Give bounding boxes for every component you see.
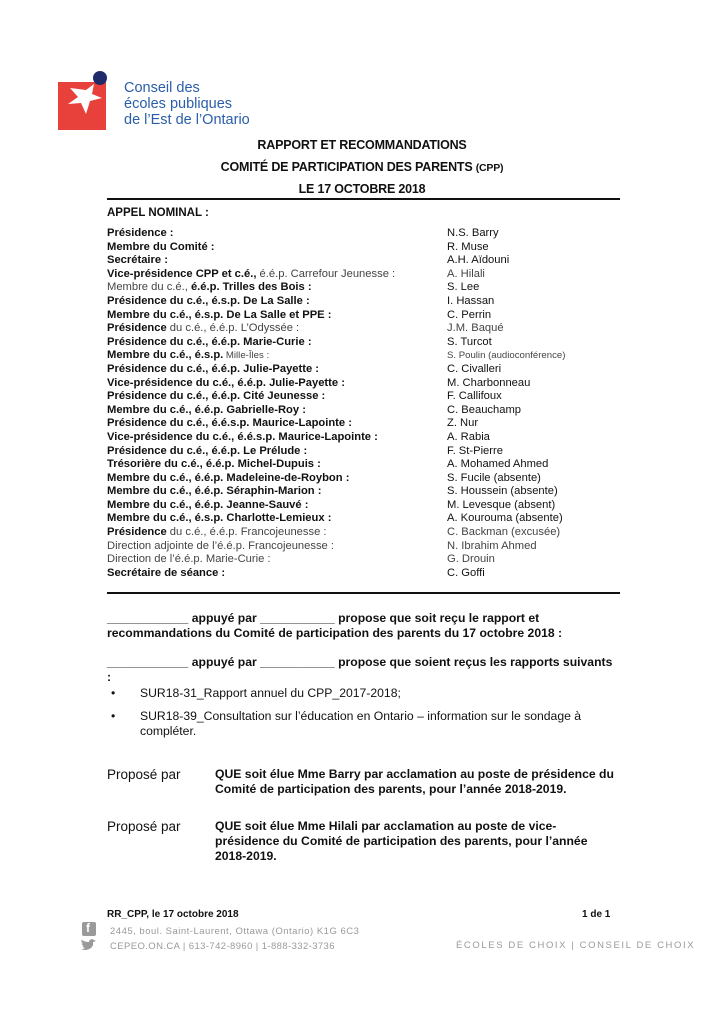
member-name: C. Goffi: [447, 566, 485, 579]
page-number: 1 de 1: [582, 909, 611, 920]
member-name: F. Callifoux: [447, 390, 502, 403]
roll-call-row: [107, 390, 607, 404]
roll-call-row: [107, 295, 607, 309]
roll-call-row: [107, 268, 607, 282]
member-name: I. Hassan: [447, 294, 495, 307]
roll-call-row: [107, 567, 607, 581]
member-role: [107, 431, 378, 445]
roll-call-row: [107, 417, 607, 431]
board-tagline: ÉCOLES DE CHOIX | CONSEIL DE CHOIX: [456, 940, 696, 951]
cepeo-logo-text: [124, 80, 250, 128]
report-item-text: SUR18-39_Consultation sur l’éducation en Ontario – information sur le sondage à compléter.: [140, 708, 582, 738]
member-name: G. Drouin: [447, 553, 495, 566]
roll-call-title: APPEL NOMINAL :: [107, 207, 209, 219]
roll-call-row: [107, 499, 607, 513]
member-name: M. Levesque (absent): [447, 498, 556, 511]
roll-call-row: [107, 472, 607, 486]
member-name: A. Mohamed Ahmed: [447, 458, 549, 471]
member-role-part: du c.é., é.é.p. Francojeunesse :: [166, 526, 327, 539]
roll-call-row: [107, 445, 607, 459]
member-name: F. St-Pierre: [447, 444, 503, 457]
member-role-part: Membre du Comité :: [107, 240, 215, 253]
meeting-date: LE 17 OCTOBRE 2018: [298, 182, 426, 196]
member-role: [107, 390, 325, 404]
member-role-part: Trésorière du c.é., é.é.p. Michel-Dupuis :: [107, 458, 321, 471]
member-role-part: Membre du c.é., é.é.p. Séraphin-Marion :: [107, 485, 322, 498]
member-role-part: Direction adjointe de l’é.é.p. Francojeunesse :: [107, 539, 334, 552]
roll-call-row: [107, 241, 607, 255]
member-role-part: Présidence du c.é., é.é.p. Le Prélude :: [107, 444, 308, 457]
member-role-part: Secrétaire de séance :: [107, 566, 226, 579]
committee-main: COMITÉ DE PARTICIPATION DES PARENTS: [220, 160, 473, 174]
member-role-part: Membre du c.é., é.s.p. De La Salle et PPE :: [107, 308, 332, 321]
board-contact: CEPEO.ON.CA | 613-742-8960 | 1-888-332-3736: [110, 941, 335, 952]
member-name: A. Rabia: [447, 430, 490, 443]
member-role-part: é.é.p. Trilles des Bois :: [190, 281, 312, 294]
motion-receive-report: ____________ appuyé par ___________ propose que soit reçu le rapport et recommandations du Comité de participation des parents du 17 octobre 2018 :: [107, 611, 563, 640]
roll-call-row: [107, 377, 607, 391]
member-role-part: Membre du c.é., é.s.p.: [107, 349, 224, 362]
member-role: [107, 553, 271, 567]
member-name: S. Lee: [447, 281, 480, 294]
member-role: [107, 526, 327, 540]
roll-call-row: [107, 281, 607, 295]
roll-call-row: [107, 404, 607, 418]
board-address: 2445, boul. Saint-Laurent, Ottawa (Ontario) K1G 6C3: [110, 926, 360, 937]
committee-title: [0, 160, 724, 174]
member-role: [107, 295, 310, 309]
roll-call-list: [107, 227, 607, 580]
member-role-part: Présidence du c.é., é.é.p. Julie-Payette :: [107, 362, 320, 375]
member-name: S. Poulin (audioconférence): [447, 350, 566, 362]
member-name: C. Backman (excusée): [447, 526, 561, 539]
member-name: S. Turcot: [447, 335, 492, 348]
member-role-part: Membre du c.é., é.é.p. Gabrielle-Roy :: [107, 403, 306, 416]
member-role: [107, 268, 395, 282]
header-divider: [107, 198, 620, 200]
roll-call-row: [107, 363, 607, 377]
document-reference: RR_CPP, le 17 octobre 2018: [107, 909, 239, 920]
member-name: C. Perrin: [447, 308, 492, 321]
member-name: S. Houssein (absente): [447, 485, 558, 498]
member-role: [107, 458, 321, 472]
member-name: M. Charbonneau: [447, 376, 531, 389]
roll-call-row: [107, 512, 607, 526]
roll-call-row: [107, 553, 607, 567]
member-role-part: Membre du c.é., é.é.p. Jeanne-Sauvé :: [107, 498, 309, 511]
member-role: [107, 322, 299, 336]
member-role: [107, 540, 334, 554]
twitter-icon[interactable]: [80, 939, 98, 952]
resolution-president: QUE soit élue Mme Barry par acclamation au poste de présidence du Comité de participation des parents, pour l’année 2018-2019.: [215, 767, 614, 796]
member-role-part: Vice-présidence du c.é., é.é.s.p. Maurice-Lapointe :: [107, 430, 378, 443]
member-role-part: Secrétaire :: [107, 254, 168, 267]
member-role-part: Présidence du c.é., é.é.p. Cité Jeunesse :: [107, 390, 326, 403]
logo-line-3: de l’Est de l’Ontario: [124, 112, 250, 128]
roll-call-row: [107, 349, 607, 363]
member-name: A. Hilali: [447, 267, 485, 280]
member-role: [107, 336, 312, 350]
member-role: [107, 512, 331, 526]
roll-call-row: [107, 336, 607, 350]
cepeo-logo-icon: [56, 70, 116, 132]
roll-call-divider: [107, 592, 620, 594]
member-name: Z. Nur: [447, 417, 479, 430]
member-role: [107, 241, 215, 255]
member-role: [107, 363, 319, 377]
member-role: [107, 567, 225, 581]
member-name: J.M. Baqué: [447, 322, 504, 335]
member-role-part: Mille-Îles :: [223, 350, 270, 362]
member-role: [107, 309, 331, 323]
member-name: A.H. Aïdouni: [447, 254, 510, 267]
roll-call-row: [107, 458, 607, 472]
member-name: N. Ibrahim Ahmed: [447, 539, 537, 552]
member-role: [107, 281, 312, 295]
motion-receive-reports: ____________ appuyé par ___________ propose que soient reçus les rapports suivants :: [107, 655, 613, 684]
member-role: [107, 445, 307, 459]
member-role: [107, 485, 321, 499]
member-role: [107, 404, 306, 418]
member-role-part: Membre du c.é., é.é.p. Madeleine-de-Roybon :: [107, 471, 350, 484]
facebook-icon[interactable]: f: [82, 922, 96, 936]
member-role: [107, 417, 352, 431]
member-role-part: Présidence du c.é., é.é.p. Marie-Curie :: [107, 335, 312, 348]
member-name: A. Kourouma (absente): [447, 512, 563, 525]
logo-line-1: Conseil des: [124, 80, 200, 96]
member-role-part: Vice-présidence CPP et c.é.,: [107, 267, 257, 280]
member-role-part: Présidence du c.é., é.s.p. De La Salle :: [107, 294, 310, 307]
member-role-part: Membre du c.é.,: [107, 281, 191, 294]
member-role-part: Membre du c.é., é.s.p. Charlotte-Lemieux :: [107, 512, 332, 525]
member-name: N.S. Barry: [447, 227, 499, 239]
roll-call-row: [107, 485, 607, 499]
member-role: [107, 472, 349, 486]
report-list: [107, 686, 627, 747]
report-item-text: SUR18-31_Rapport annuel du CPP_2017-2018;: [140, 686, 401, 700]
member-role: [107, 499, 308, 513]
member-name: R. Muse: [447, 240, 489, 253]
member-role-part: Présidence: [107, 526, 167, 539]
roll-call-row: [107, 227, 607, 241]
member-role: [107, 227, 174, 241]
member-role-part: Vice-présidence du c.é., é.é.p. Julie-Payette :: [107, 376, 345, 389]
list-item: [107, 709, 627, 740]
roll-call-row: [107, 254, 607, 268]
committee-abbr: (CPP): [475, 162, 504, 174]
roll-call-row: [107, 431, 607, 445]
member-role-part: Présidence :: [107, 227, 174, 239]
roll-call-row: [107, 322, 607, 336]
member-name: C. Beauchamp: [447, 403, 522, 416]
member-role-part: Direction de l’é.é.p. Marie-Curie :: [107, 553, 271, 566]
member-role-part: Présidence: [107, 322, 167, 335]
member-name: C. Civalleri: [447, 362, 502, 375]
resolution-vice-president: QUE soit élue Mme Hilali par acclamation au poste de vice-présidence du Comité de participation des parents, pour l’année 2018-2019.: [215, 819, 588, 863]
roll-call-row: [107, 309, 607, 323]
member-role-part: du c.é., é.é.p. L’Odyssée :: [166, 322, 300, 335]
member-role-part: Présidence du c.é., é.é.s.p. Maurice-Lapointe :: [107, 417, 352, 430]
list-item: [107, 686, 627, 702]
member-role: [107, 377, 345, 391]
report-title: RAPPORT ET RECOMMANDATIONS: [257, 138, 467, 152]
bullet-icon: •: [111, 708, 116, 723]
member-role-part: é.é.p. Carrefour Jeunesse :: [256, 267, 396, 280]
member-role: [107, 349, 269, 363]
member-role: [107, 254, 168, 268]
member-name: S. Fucile (absente): [447, 471, 541, 484]
roll-call-row: [107, 540, 607, 554]
bullet-icon: •: [111, 686, 116, 700]
proposed-by-label: Proposé par: [107, 767, 181, 782]
roll-call-row: [107, 526, 607, 540]
logo-line-2: écoles publiques: [124, 96, 233, 112]
proposed-by-label: Proposé par: [107, 819, 181, 834]
